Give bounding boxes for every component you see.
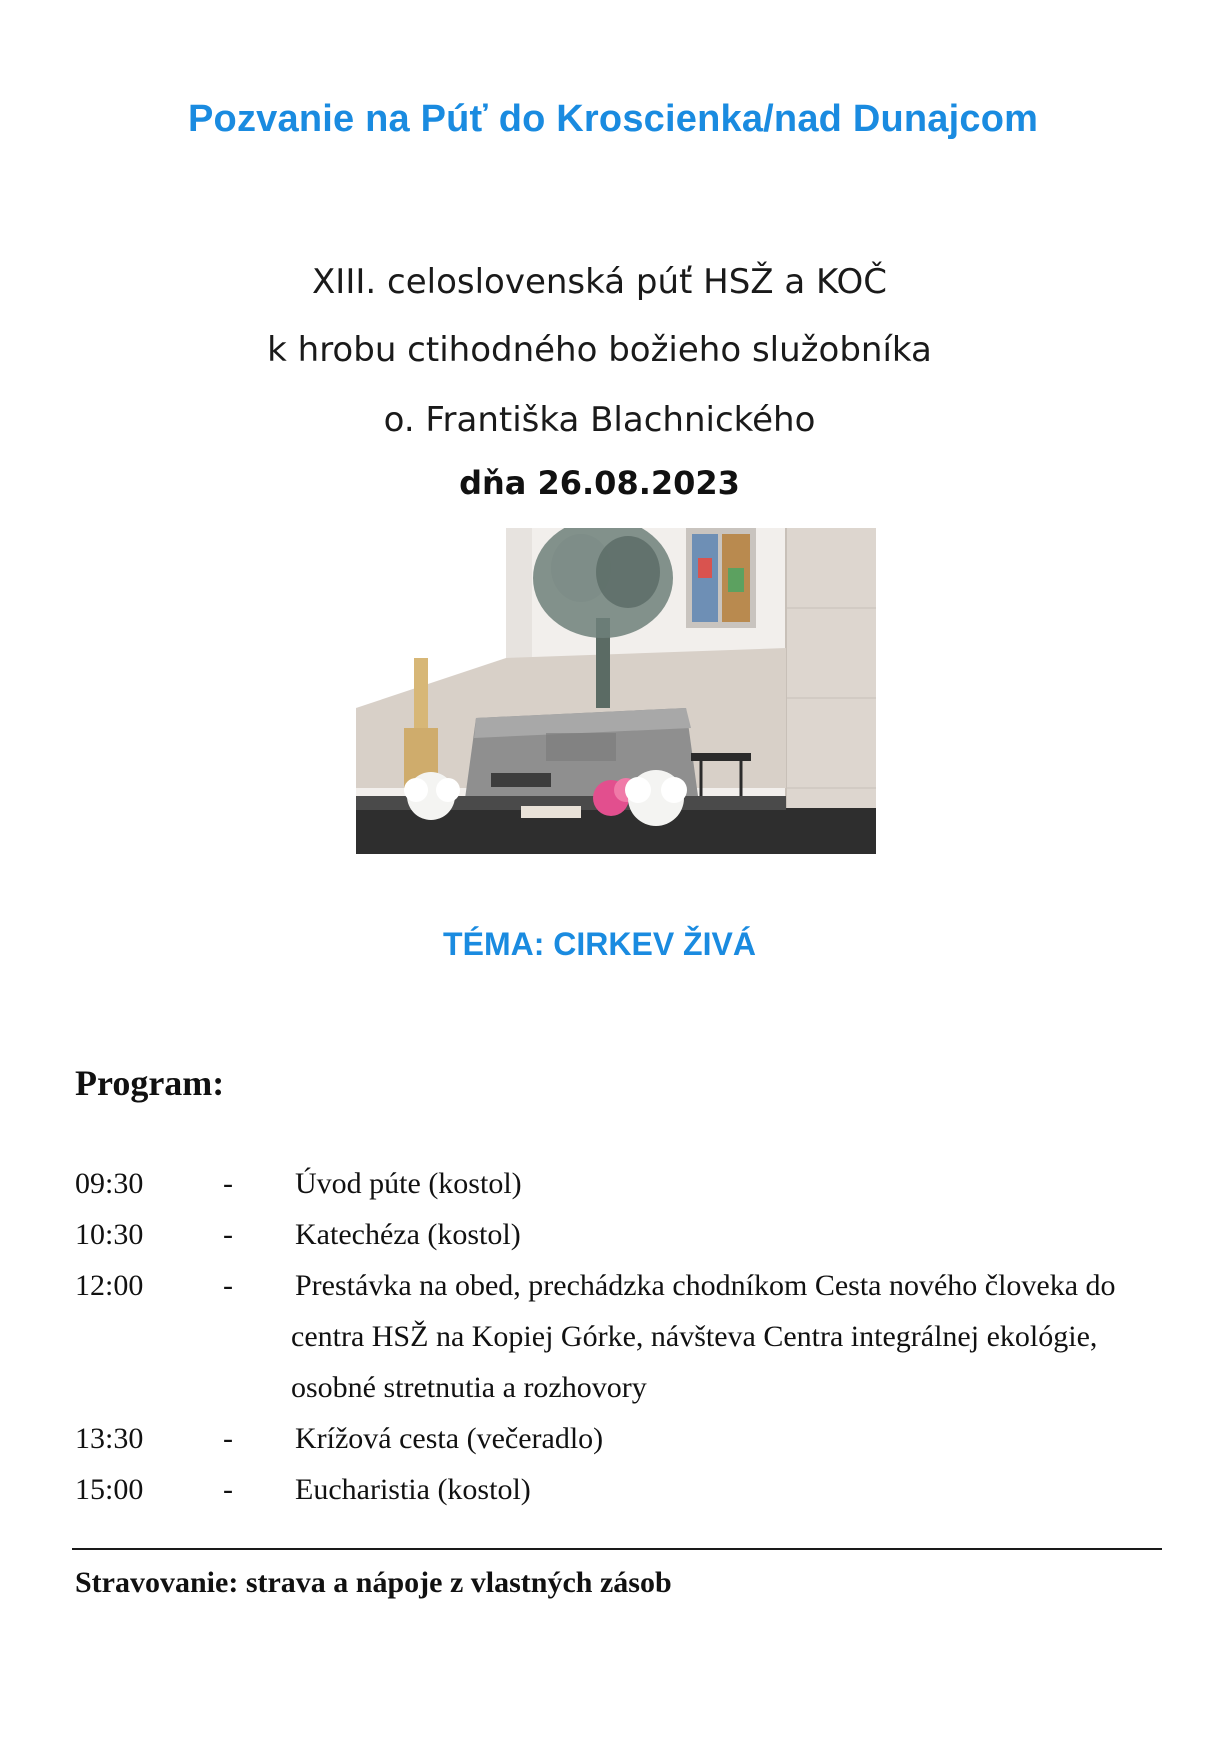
schedule-dash: -	[223, 1167, 233, 1200]
tomb-photo	[356, 528, 876, 854]
event-line-3: o. Františka Blachnického	[383, 400, 816, 440]
schedule-row	[75, 1209, 1155, 1260]
event-line-1: XIII. celoslovenská púť HSŽ a KOČ	[312, 262, 887, 302]
page-title: Pozvanie na Púť do Kroscienka/nad Dunajcom	[188, 98, 1039, 140]
schedule-row	[75, 1464, 1155, 1515]
schedule-dash: -	[223, 1218, 233, 1251]
schedule-activity: Prestávka na obed, prechádzka chodníkom Cesta nového človeka do centra HSŽ na Kopiej Górke, návšteva Centra integrálnej ekológie, osobné stretnutia a rozhovory	[291, 1269, 1116, 1404]
schedule-time: 15:00	[75, 1473, 144, 1506]
program-label: Program:	[75, 1063, 225, 1103]
schedule-activity: Krížová cesta (večeradlo)	[295, 1422, 604, 1455]
theme-heading: TÉMA: CIRKEV ŽIVÁ	[443, 926, 756, 962]
schedule-dash: -	[223, 1473, 233, 1506]
schedule-row	[75, 1413, 1155, 1464]
schedule-activity: Katechéza (kostol)	[295, 1218, 521, 1251]
program-schedule	[75, 1158, 1155, 1515]
schedule-time: 10:30	[75, 1218, 144, 1251]
divider	[72, 1548, 1162, 1550]
schedule-time: 13:30	[75, 1422, 144, 1455]
schedule-activity: Eucharistia (kostol)	[295, 1473, 531, 1506]
schedule-activity: Úvod púte (kostol)	[295, 1167, 522, 1200]
event-date: dňa 26.08.2023	[459, 464, 740, 502]
event-line-2: k hrobu ctihodného božieho služobníka	[267, 330, 932, 370]
schedule-time: 12:00	[75, 1269, 144, 1302]
catering-note: Stravovanie: strava a nápoje z vlastných zásob	[75, 1566, 672, 1599]
schedule-time: 09:30	[75, 1167, 144, 1200]
schedule-row	[75, 1260, 1155, 1413]
schedule-dash: -	[223, 1269, 233, 1302]
schedule-row	[75, 1158, 1155, 1209]
schedule-dash: -	[223, 1422, 233, 1455]
